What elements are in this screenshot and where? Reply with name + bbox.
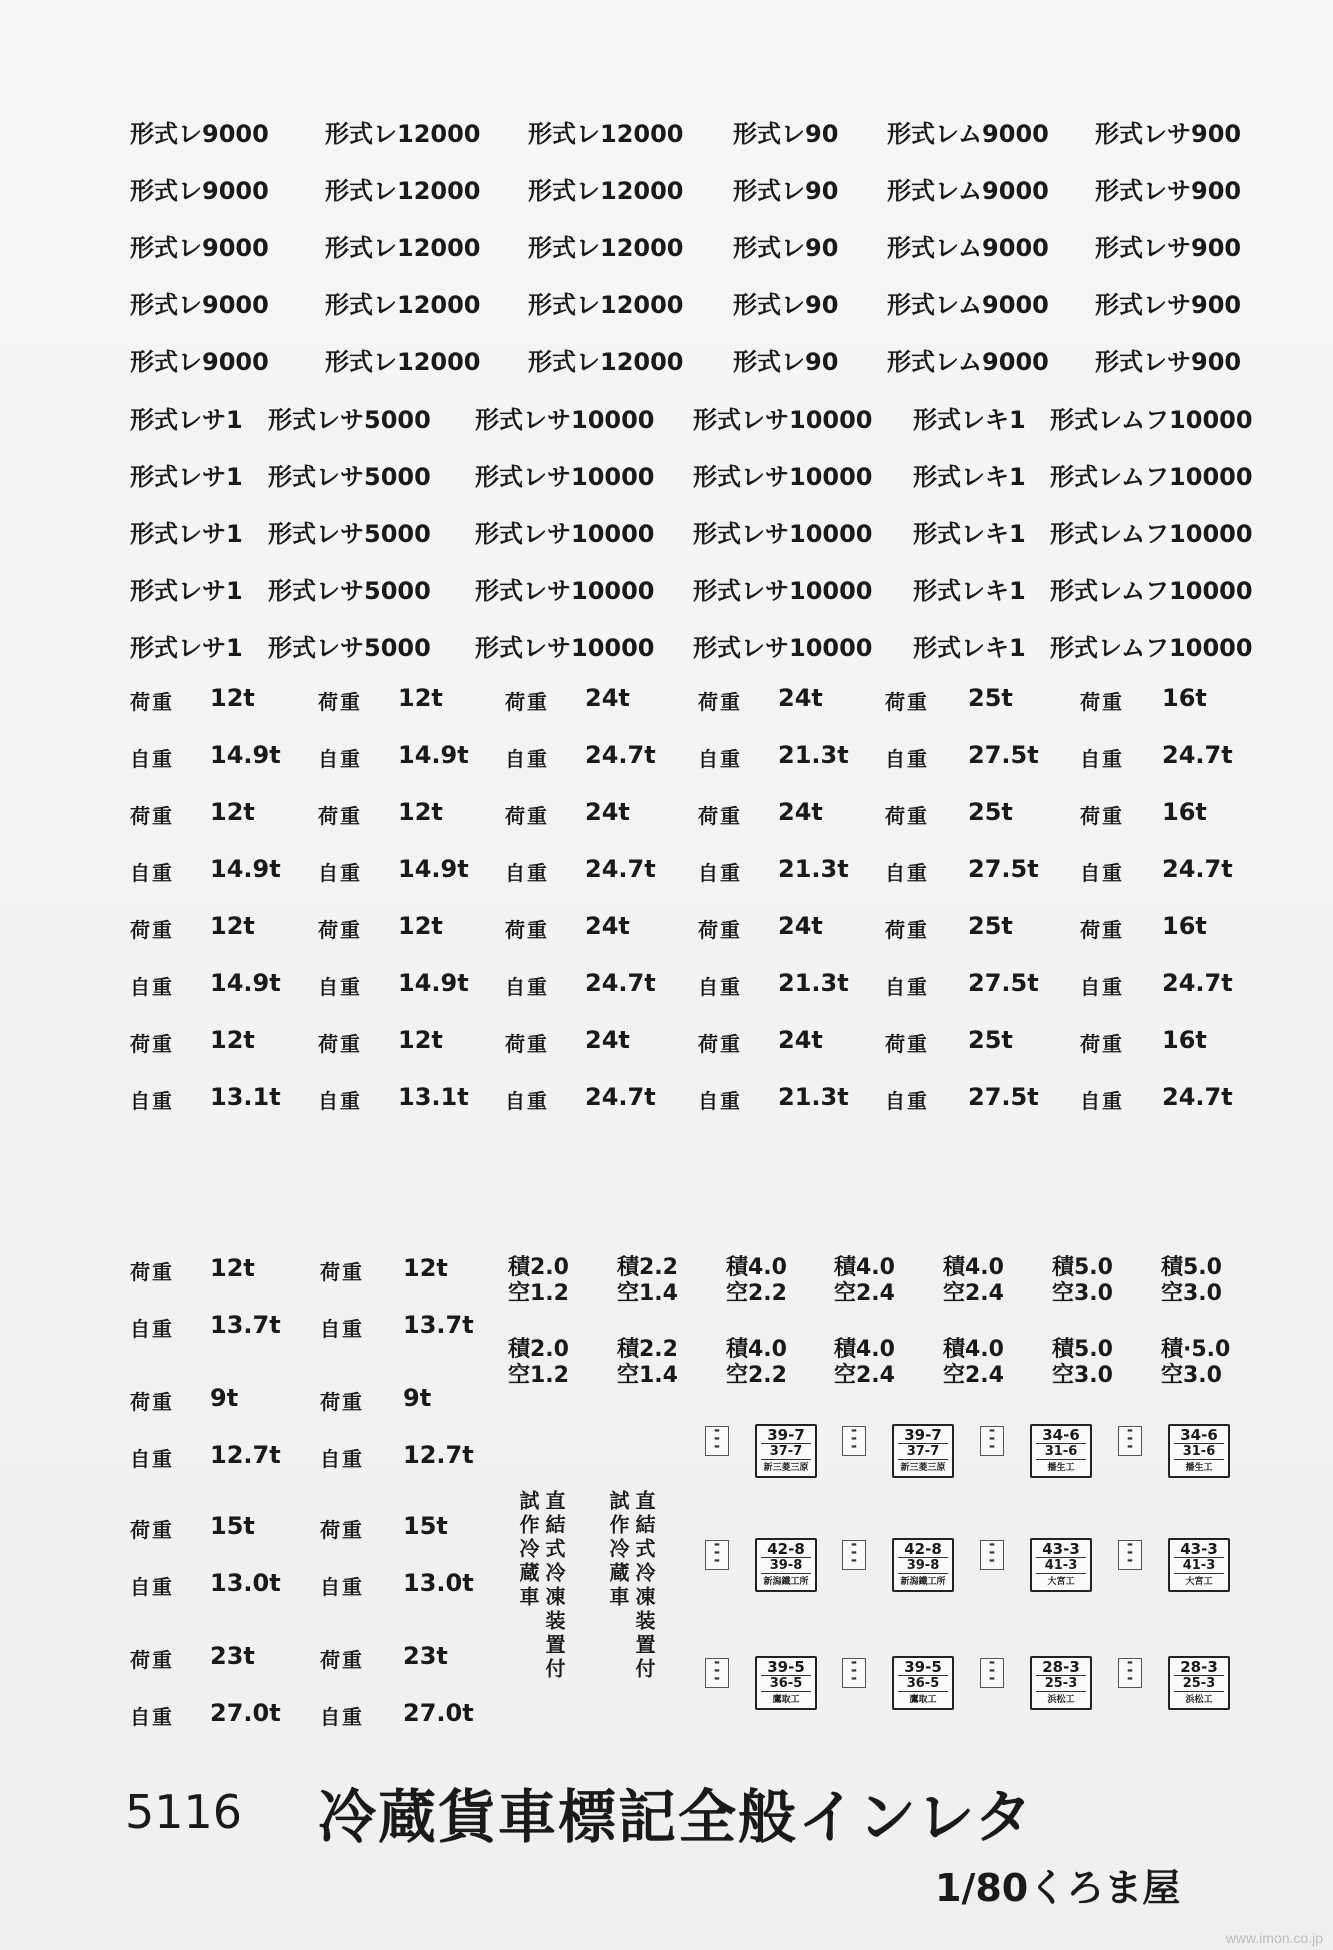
plate-builder: 浜松工 (1185, 1695, 1213, 1705)
load-value: 13.7t (403, 1311, 474, 1339)
keishiki-label: 形式レサ1 (130, 463, 243, 491)
load-value: 12t (210, 798, 255, 826)
self-weight-label: 自重 (505, 747, 549, 771)
self-weight-value: 21.3t (778, 741, 849, 769)
capacity-mark: 空3.0 (1161, 1281, 1222, 1306)
load-value: 16t (1162, 684, 1207, 712)
plate-builder: 新潟鐵工所 (763, 1577, 809, 1587)
load-label: 荷重 (505, 1032, 549, 1056)
keishiki-label: 形式レサ10000 (475, 577, 655, 605)
load-label: 荷重 (505, 918, 549, 942)
capacity-mark: 空1.4 (617, 1363, 678, 1388)
capacity-mark: 積·5.0 (1161, 1337, 1231, 1362)
plate-builder: 鷹取工 (772, 1695, 800, 1705)
mini-plate: ▬ ▬ ▬ (980, 1658, 1004, 1688)
plate-builder: 新三菱三原 (763, 1463, 809, 1473)
load-label: 荷重 (1080, 804, 1124, 828)
keishiki-label: 形式レ12000 (528, 348, 684, 376)
capacity-mark: 空3.0 (1052, 1363, 1113, 1388)
keishiki-label: 形式レ90 (733, 348, 839, 376)
plate-builder: 播生工 (1047, 1463, 1075, 1473)
capacity-mark: 積4.0 (726, 1337, 787, 1362)
capacity-mark: 空2.4 (834, 1281, 895, 1306)
keishiki-label: 形式レム9000 (887, 348, 1049, 376)
vertical-note: 直結式冷凍装置付 試作冷蔵車 (516, 1490, 566, 1682)
load-label: 荷重 (885, 918, 929, 942)
self-weight-label: 自重 (1080, 861, 1124, 885)
capacity-mark: 積5.0 (1052, 1337, 1113, 1362)
capacity-mark: 積2.2 (617, 1255, 678, 1280)
plate-line-2: 41-3 (1174, 1558, 1224, 1574)
keishiki-label: 形式レ12000 (528, 234, 684, 262)
plate-builder: 新潟鐵工所 (900, 1577, 946, 1587)
plate-line-1: 39-7 (761, 1428, 811, 1444)
keishiki-label: 形式レサ5000 (268, 463, 431, 491)
load-label: 自重 (130, 1447, 174, 1471)
self-weight-value: 27.5t (968, 855, 1039, 883)
load-label: 自重 (320, 1705, 364, 1729)
load-value: 12t (398, 798, 443, 826)
keishiki-label: 形式レムフ10000 (1050, 577, 1253, 605)
mini-plate: ▬ ▬ ▬ (1118, 1426, 1142, 1456)
load-value: 24t (585, 912, 630, 940)
load-value: 23t (403, 1642, 448, 1670)
load-value: 25t (968, 912, 1013, 940)
self-weight-label: 自重 (318, 861, 362, 885)
load-label: 荷重 (505, 690, 549, 714)
plate-line-1: 42-8 (898, 1542, 948, 1558)
self-weight-label: 自重 (318, 747, 362, 771)
load-value: 12t (398, 912, 443, 940)
load-label: 荷重 (318, 1032, 362, 1056)
keishiki-label: 形式レサ900 (1095, 177, 1242, 205)
self-weight-value: 14.9t (210, 855, 281, 883)
load-label: 荷重 (130, 1260, 174, 1284)
self-weight-label: 自重 (698, 861, 742, 885)
load-label: 自重 (130, 1705, 174, 1729)
keishiki-label: 形式レムフ10000 (1050, 463, 1253, 491)
load-value: 13.0t (403, 1569, 474, 1597)
keishiki-label: 形式レムフ10000 (1050, 406, 1253, 434)
mini-plate: ▬ ▬ ▬ (980, 1540, 1004, 1570)
load-value: 12t (403, 1254, 448, 1282)
builder-plate (1168, 1656, 1230, 1710)
load-label: 荷重 (318, 690, 362, 714)
self-weight-label: 自重 (885, 975, 929, 999)
keishiki-label: 形式レム9000 (887, 177, 1049, 205)
keishiki-label: 形式レムフ10000 (1050, 634, 1253, 662)
capacity-mark: 積4.0 (943, 1337, 1004, 1362)
builder-plate (892, 1656, 954, 1710)
load-value: 25t (968, 684, 1013, 712)
load-value: 12t (210, 1254, 255, 1282)
keishiki-label: 形式レ9000 (130, 177, 269, 205)
mini-plate: ▬ ▬ ▬ (980, 1426, 1004, 1456)
load-label: 荷重 (320, 1390, 364, 1414)
plate-line-2: 39-8 (898, 1558, 948, 1574)
keishiki-label: 形式レムフ10000 (1050, 520, 1253, 548)
load-value: 24t (778, 1026, 823, 1054)
product-code: 5116 (125, 1785, 243, 1839)
self-weight-value: 13.1t (210, 1083, 281, 1111)
capacity-mark: 積5.0 (1161, 1255, 1222, 1280)
load-label: 荷重 (318, 918, 362, 942)
load-label: 荷重 (130, 690, 174, 714)
plate-line-1: 43-3 (1036, 1542, 1086, 1558)
self-weight-label: 自重 (130, 975, 174, 999)
keishiki-label: 形式レキ1 (913, 463, 1026, 491)
builder-plate (755, 1424, 817, 1478)
load-label: 荷重 (318, 804, 362, 828)
self-weight-label: 自重 (885, 1089, 929, 1113)
plate-builder: 鷹取工 (909, 1695, 937, 1705)
self-weight-value: 24.7t (1162, 969, 1233, 997)
keishiki-label: 形式レサ10000 (475, 634, 655, 662)
keishiki-label: 形式レサ1 (130, 520, 243, 548)
mini-plate: ▬ ▬ ▬ (842, 1658, 866, 1688)
plate-line-1: 28-3 (1036, 1660, 1086, 1676)
keishiki-label: 形式レム9000 (887, 234, 1049, 262)
keishiki-label: 形式レサ900 (1095, 291, 1242, 319)
load-label: 荷重 (130, 804, 174, 828)
plate-line-1: 39-5 (898, 1660, 948, 1676)
self-weight-label: 自重 (698, 975, 742, 999)
load-label: 荷重 (130, 1390, 174, 1414)
load-label: 荷重 (1080, 918, 1124, 942)
plate-line-2: 37-7 (761, 1444, 811, 1460)
keishiki-label: 形式レサ1 (130, 406, 243, 434)
self-weight-label: 自重 (885, 747, 929, 771)
load-label: 自重 (320, 1447, 364, 1471)
keishiki-label: 形式レ9000 (130, 234, 269, 262)
load-label: 荷重 (130, 1032, 174, 1056)
self-weight-value: 24.7t (1162, 1083, 1233, 1111)
capacity-mark: 積4.0 (943, 1255, 1004, 1280)
self-weight-label: 自重 (885, 861, 929, 885)
load-value: 12t (210, 684, 255, 712)
capacity-mark: 積2.2 (617, 1337, 678, 1362)
mini-plate: ▬ ▬ ▬ (705, 1426, 729, 1456)
keishiki-label: 形式レキ1 (913, 577, 1026, 605)
keishiki-label: 形式レ12000 (528, 291, 684, 319)
self-weight-label: 自重 (698, 1089, 742, 1113)
keishiki-label: 形式レサ10000 (693, 634, 873, 662)
load-value: 15t (210, 1512, 255, 1540)
keishiki-label: 形式レサ10000 (693, 463, 873, 491)
load-value: 12.7t (403, 1441, 474, 1469)
plate-line-2: 25-3 (1174, 1676, 1224, 1692)
watermark: www.imon.co.jp (1225, 1930, 1323, 1946)
self-weight-label: 自重 (1080, 975, 1124, 999)
keishiki-label: 形式レ90 (733, 234, 839, 262)
plate-line-2: 41-3 (1036, 1558, 1086, 1574)
keishiki-label: 形式レサ5000 (268, 406, 431, 434)
plate-line-2: 37-7 (898, 1444, 948, 1460)
load-label: 荷重 (505, 804, 549, 828)
capacity-mark: 空2.2 (726, 1281, 787, 1306)
keishiki-label: 形式レ90 (733, 120, 839, 148)
plate-line-2: 36-5 (898, 1676, 948, 1692)
capacity-mark: 積5.0 (1052, 1255, 1113, 1280)
load-value: 24t (778, 684, 823, 712)
mini-plate: ▬ ▬ ▬ (842, 1540, 866, 1570)
self-weight-label: 自重 (318, 975, 362, 999)
load-label: 荷重 (1080, 1032, 1124, 1056)
capacity-mark: 積2.0 (508, 1337, 569, 1362)
load-value: 23t (210, 1642, 255, 1670)
load-value: 25t (968, 798, 1013, 826)
keishiki-label: 形式レサ1 (130, 577, 243, 605)
keishiki-label: 形式レ9000 (130, 291, 269, 319)
self-weight-value: 13.1t (398, 1083, 469, 1111)
builder-plate (1030, 1656, 1092, 1710)
load-label: 荷重 (320, 1518, 364, 1542)
keishiki-label: 形式レサ900 (1095, 234, 1242, 262)
keishiki-label: 形式レサ10000 (693, 406, 873, 434)
load-value: 15t (403, 1512, 448, 1540)
load-value: 13.0t (210, 1569, 281, 1597)
keishiki-label: 形式レム9000 (887, 120, 1049, 148)
load-value: 24t (585, 684, 630, 712)
self-weight-label: 自重 (130, 1089, 174, 1113)
mini-plate: ▬ ▬ ▬ (1118, 1658, 1142, 1688)
self-weight-value: 27.5t (968, 1083, 1039, 1111)
self-weight-value: 24.7t (585, 855, 656, 883)
load-value: 24t (778, 798, 823, 826)
load-value: 12t (398, 1026, 443, 1054)
builder-plate (1168, 1538, 1230, 1592)
load-value: 9t (403, 1384, 432, 1412)
capacity-mark: 積4.0 (834, 1337, 895, 1362)
self-weight-label: 自重 (505, 975, 549, 999)
self-weight-label: 自重 (130, 861, 174, 885)
plate-line-1: 39-7 (898, 1428, 948, 1444)
load-label: 自重 (130, 1575, 174, 1599)
load-value: 13.7t (210, 1311, 281, 1339)
plate-line-1: 34-6 (1036, 1428, 1086, 1444)
self-weight-label: 自重 (1080, 747, 1124, 771)
keishiki-label: 形式レ12000 (325, 234, 481, 262)
load-label: 荷重 (885, 690, 929, 714)
load-value: 16t (1162, 912, 1207, 940)
self-weight-label: 自重 (505, 861, 549, 885)
keishiki-label: 形式レ12000 (325, 348, 481, 376)
capacity-mark: 空2.4 (834, 1363, 895, 1388)
self-weight-label: 自重 (505, 1089, 549, 1113)
load-label: 荷重 (130, 918, 174, 942)
load-label: 自重 (130, 1317, 174, 1341)
load-value: 16t (1162, 798, 1207, 826)
builder-plate (755, 1538, 817, 1592)
keishiki-label: 形式レサ900 (1095, 348, 1242, 376)
self-weight-value: 27.5t (968, 969, 1039, 997)
load-value: 12t (210, 1026, 255, 1054)
builder-plate (1030, 1538, 1092, 1592)
capacity-mark: 空3.0 (1161, 1363, 1222, 1388)
keishiki-label: 形式レキ1 (913, 406, 1026, 434)
plate-line-2: 31-6 (1174, 1444, 1224, 1460)
capacity-mark: 空1.2 (508, 1363, 569, 1388)
load-value: 27.0t (210, 1699, 281, 1727)
self-weight-value: 24.7t (585, 969, 656, 997)
keishiki-label: 形式レ9000 (130, 120, 269, 148)
plate-line-2: 36-5 (761, 1676, 811, 1692)
self-weight-value: 14.9t (210, 969, 281, 997)
builder-plate (755, 1656, 817, 1710)
keishiki-label: 形式レサ10000 (693, 577, 873, 605)
self-weight-value: 24.7t (1162, 741, 1233, 769)
plate-builder: 新三菱三原 (900, 1463, 946, 1473)
self-weight-value: 21.3t (778, 969, 849, 997)
plate-line-1: 39-5 (761, 1660, 811, 1676)
keishiki-label: 形式レサ10000 (693, 520, 873, 548)
load-value: 12.7t (210, 1441, 281, 1469)
mini-plate: ▬ ▬ ▬ (705, 1658, 729, 1688)
self-weight-value: 27.5t (968, 741, 1039, 769)
keishiki-label: 形式レサ5000 (268, 634, 431, 662)
plate-line-1: 28-3 (1174, 1660, 1224, 1676)
self-weight-value: 14.9t (210, 741, 281, 769)
load-value: 9t (210, 1384, 239, 1412)
load-label: 自重 (320, 1575, 364, 1599)
self-weight-label: 自重 (1080, 1089, 1124, 1113)
self-weight-value: 24.7t (585, 1083, 656, 1111)
builder-plate (1168, 1424, 1230, 1478)
capacity-mark: 積4.0 (834, 1255, 895, 1280)
self-weight-label: 自重 (698, 747, 742, 771)
keishiki-label: 形式レサ900 (1095, 120, 1242, 148)
scale-and-maker: 1/80くろま屋 (935, 1866, 1181, 1910)
load-value: 16t (1162, 1026, 1207, 1054)
keishiki-label: 形式レ12000 (325, 120, 481, 148)
plate-line-2: 31-6 (1036, 1444, 1086, 1460)
capacity-mark: 空1.2 (508, 1281, 569, 1306)
capacity-mark: 空2.4 (943, 1281, 1004, 1306)
load-value: 24t (778, 912, 823, 940)
plate-builder: 大宮工 (1185, 1577, 1213, 1587)
builder-plate (892, 1538, 954, 1592)
plate-builder: 大宮工 (1047, 1577, 1075, 1587)
load-label: 荷重 (698, 690, 742, 714)
capacity-mark: 積4.0 (726, 1255, 787, 1280)
load-label: 荷重 (698, 1032, 742, 1056)
plate-line-2: 25-3 (1036, 1676, 1086, 1692)
plate-builder: 浜松工 (1047, 1695, 1075, 1705)
load-label: 荷重 (698, 918, 742, 942)
mini-plate: ▬ ▬ ▬ (842, 1426, 866, 1456)
keishiki-label: 形式レキ1 (913, 634, 1026, 662)
keishiki-label: 形式レサ5000 (268, 577, 431, 605)
load-value: 12t (398, 684, 443, 712)
keishiki-label: 形式レキ1 (913, 520, 1026, 548)
load-value: 27.0t (403, 1699, 474, 1727)
capacity-mark: 空1.4 (617, 1281, 678, 1306)
self-weight-value: 21.3t (778, 1083, 849, 1111)
load-value: 24t (585, 1026, 630, 1054)
keishiki-label: 形式レム9000 (887, 291, 1049, 319)
keishiki-label: 形式レサ5000 (268, 520, 431, 548)
capacity-mark: 積2.0 (508, 1255, 569, 1280)
keishiki-label: 形式レサ1 (130, 634, 243, 662)
keishiki-label: 形式レ12000 (528, 177, 684, 205)
load-label: 荷重 (698, 804, 742, 828)
load-label: 荷重 (885, 1032, 929, 1056)
keishiki-label: 形式レ12000 (325, 177, 481, 205)
load-label: 荷重 (885, 804, 929, 828)
keishiki-label: 形式レサ10000 (475, 463, 655, 491)
keishiki-label: 形式レ9000 (130, 348, 269, 376)
load-value: 24t (585, 798, 630, 826)
plate-line-1: 43-3 (1174, 1542, 1224, 1558)
plate-line-1: 34-6 (1174, 1428, 1224, 1444)
load-label: 荷重 (130, 1518, 174, 1542)
plate-builder: 播生工 (1185, 1463, 1213, 1473)
load-value: 12t (210, 912, 255, 940)
keishiki-label: 形式レ12000 (325, 291, 481, 319)
self-weight-value: 24.7t (585, 741, 656, 769)
self-weight-label: 自重 (130, 747, 174, 771)
self-weight-value: 14.9t (398, 741, 469, 769)
self-weight-value: 14.9t (398, 969, 469, 997)
plate-line-2: 39-8 (761, 1558, 811, 1574)
load-label: 自重 (320, 1317, 364, 1341)
plate-line-1: 42-8 (761, 1542, 811, 1558)
self-weight-value: 14.9t (398, 855, 469, 883)
builder-plate (892, 1424, 954, 1478)
self-weight-label: 自重 (318, 1089, 362, 1113)
mini-plate: ▬ ▬ ▬ (705, 1540, 729, 1570)
load-label: 荷重 (320, 1648, 364, 1672)
capacity-mark: 空2.2 (726, 1363, 787, 1388)
keishiki-label: 形式レ90 (733, 177, 839, 205)
load-label: 荷重 (130, 1648, 174, 1672)
keishiki-label: 形式レ12000 (528, 120, 684, 148)
keishiki-label: 形式レサ10000 (475, 406, 655, 434)
capacity-mark: 空2.4 (943, 1363, 1004, 1388)
load-value: 25t (968, 1026, 1013, 1054)
load-label: 荷重 (1080, 690, 1124, 714)
capacity-mark: 空3.0 (1052, 1281, 1113, 1306)
keishiki-label: 形式レ90 (733, 291, 839, 319)
load-label: 荷重 (320, 1260, 364, 1284)
mini-plate: ▬ ▬ ▬ (1118, 1540, 1142, 1570)
keishiki-label: 形式レサ10000 (475, 520, 655, 548)
vertical-note: 直結式冷凍装置付 試作冷蔵車 (606, 1490, 656, 1682)
builder-plate (1030, 1424, 1092, 1478)
self-weight-value: 21.3t (778, 855, 849, 883)
self-weight-value: 24.7t (1162, 855, 1233, 883)
product-title: 冷蔵貨車標記全般インレタ (318, 1783, 1035, 1851)
